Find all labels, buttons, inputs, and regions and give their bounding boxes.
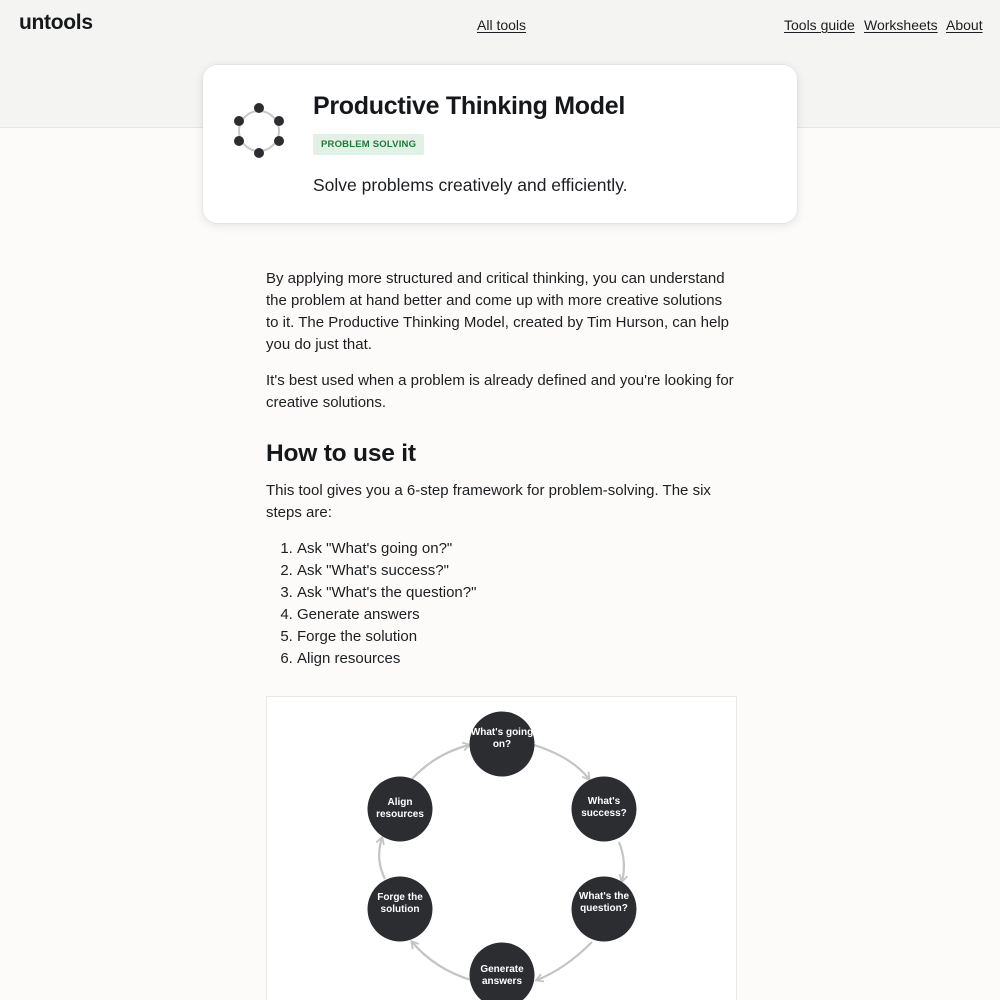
cycle-diagram [266,696,737,1000]
list-item: 4. Generate answers [297,604,738,626]
arrow-2 [619,842,624,881]
node-label: Forge the solution [377,892,423,915]
nav-tools-guide-link[interactable]: Tools guide [784,17,855,33]
list-item: 2. Ask "What's success?" [297,560,738,582]
site-logo[interactable]: untools [19,11,93,34]
node-label: Align resources [376,797,424,820]
list-item: 6. Align resources [297,648,738,670]
arrow-6 [412,745,469,779]
node-label: Generate answers [480,964,524,987]
node-label: What's success? [581,796,627,819]
article-body [266,268,738,670]
usage-paragraph: It's best used when a problem is already defined and you're looking for creative solutions. [266,372,734,411]
page-subtitle: Solve problems creatively and efficiently. [313,175,628,195]
nav-worksheets-link[interactable]: Worksheets [864,17,938,33]
nav-about-link[interactable]: About [946,17,983,33]
top-nav [0,0,1000,50]
tool-header-card [203,65,797,223]
list-item: 3. Ask "What's the question?" [297,582,738,604]
intro-paragraph: By applying more structured and critical thinking, you can understand the problem at hand better and come up with more creative solutions to it. The Productive Thinking Model, created by Tim Hurson, can help you do just that. [266,270,730,353]
arrow-4 [412,942,471,980]
how-to-use-heading: How to use it [266,440,416,467]
node-label: What's going on? [470,727,534,750]
category-badge[interactable]: PROBLEM SOLVING [313,134,424,155]
list-item: 5. Forge the solution [297,626,738,648]
page-title: Productive Thinking Model [313,92,625,120]
steps-intro-paragraph: This tool gives you a 6-step framework for problem-solving. The six steps are: [266,482,711,521]
nav-all-tools-link[interactable]: All tools [477,17,527,33]
hexagon-cycle-icon [233,102,289,160]
node-label: What's the question? [578,891,630,914]
list-item: 1. Ask "What's going on?" [297,538,738,560]
arrow-3 [537,942,592,980]
arrow-1 [534,745,589,779]
arrow-5 [379,838,385,879]
steps-list [266,538,738,670]
